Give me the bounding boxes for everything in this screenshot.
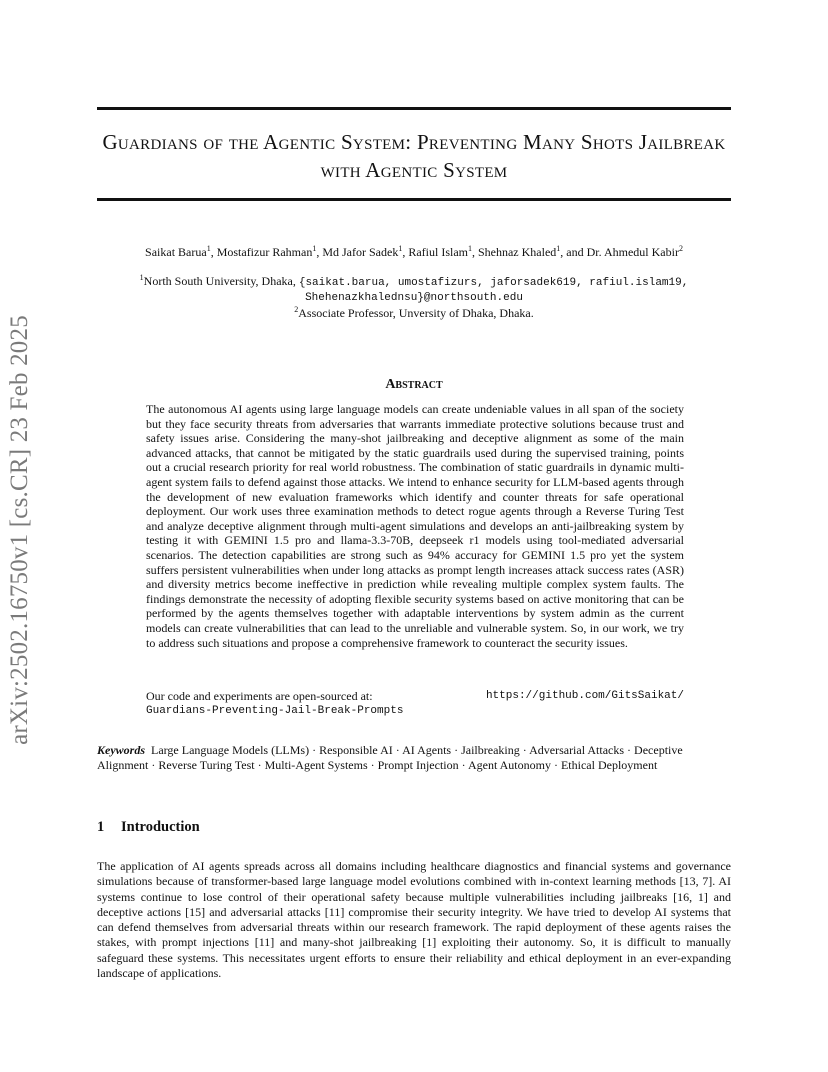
code-url-part1[interactable]: https://github.com/GitsSaikat/ xyxy=(485,690,684,702)
affiliation-2-number: 2 xyxy=(294,305,299,314)
author-affiliation: 1 xyxy=(312,244,317,253)
keyword-separator: · xyxy=(458,758,468,772)
keyword-separator: · xyxy=(367,758,378,772)
keyword-item: Responsible AI xyxy=(319,743,393,757)
keyword-item: Large Language Models (LLMs) xyxy=(151,743,310,757)
author-name: Md Jafor Sadek xyxy=(322,245,399,259)
keyword-item: Ethical Deployment xyxy=(560,758,658,772)
code-url-part2[interactable]: Guardians-Preventing-Jail-Break-Prompts xyxy=(146,705,404,717)
author-affiliation: 1 xyxy=(556,244,561,253)
affiliation-1 xyxy=(97,274,731,291)
section-number: 1 xyxy=(97,819,105,835)
keyword-separator: · xyxy=(148,758,159,772)
author-separator: , and xyxy=(560,245,587,259)
keyword-item: AI Agents xyxy=(402,743,452,757)
keyword-separator: · xyxy=(392,743,403,757)
author-affiliation: 2 xyxy=(678,244,683,253)
keyword-item: Reverse Turing Test xyxy=(158,758,255,772)
paper-title: Guardians of the Agentic System: Preventing Many Shots Jailbreak with Agentic System xyxy=(102,130,726,182)
abstract-body: The autonomous AI agents using large language models can create undeniable values in all span of the society but they face security threats from adversaries that warrants immediate protective solutions because trust and safety issues arise. Considering the many-shot jailbreaking and deceptive alignment as some of the main advanced attacks, that cannot be mitigated by the static guardrails used during the supervised training, points out a crucial research priority for real world robustness. The combination of static guardrails in dynamic multi-agent system fails to defend against those attacks. We intend to enhance security for LLM-based agents through the development of new evaluation frameworks which identify and counter threats for safe operational deployment. Our work uses three examination methods to detect rogue agents through a Reverse Turing Test and analyze deceptive alignment through multi-agent simulations and develops an anti-jailbreaking system by testing it with GEMINI 1.5 pro and llama-3.3-70B, deepseek r1 models using tool-mediated adversarial scenarios. The detection capabilities are strong such as 94% accuracy for GEMINI 1.5 pro yet the system suffers persistent vulnerabilities when under long attacks as prompt length increases attack success rates (ASR) and diversity metrics become ineffective in prediction while revealing multiple complex system faults. The findings demonstrate the necessity of adopting flexible security systems based on active monitoring that can be performed by the agents themselves together with adaptable interventions by system admin as the current models can create vulnerabilities that can lead to the unreliable and vulnerable system. So, in our work, we try to address such situations and propose a comprehensive framework to counteract the security issues. xyxy=(146,402,684,650)
code-availability-text: Our code and experiments are open-sourced at: xyxy=(146,689,373,703)
author-name: Shehnaz Khaled xyxy=(477,245,557,259)
author-separator: , xyxy=(210,245,217,259)
keyword-item: Jailbreaking xyxy=(461,743,520,757)
keyword-item: Multi-Agent Systems xyxy=(264,758,368,772)
keyword-separator: · xyxy=(254,758,265,772)
keywords-list xyxy=(97,743,683,772)
author-affiliation: 1 xyxy=(467,244,472,253)
affiliation-1-text: North South University, Dhaka, xyxy=(143,274,299,288)
keyword-item: Deceptive Alignment xyxy=(97,743,683,772)
keywords-label: Keywords xyxy=(97,743,145,757)
keywords xyxy=(97,743,731,773)
affiliations xyxy=(97,274,731,321)
author-separator: , xyxy=(402,245,409,259)
author-name: Saikat Barua xyxy=(145,245,207,259)
keyword-separator: · xyxy=(309,743,320,757)
arxiv-id-text: arXiv:2502.16750v1 [cs.CR] 23 Feb 2025 xyxy=(6,315,33,745)
affiliation-1-emails-line1: {saikat.barua, umostafizurs, jaforsadek619, rafiul.islam19, xyxy=(298,277,689,289)
author-affiliation: 1 xyxy=(206,244,211,253)
author-name: Rafiul Islam xyxy=(408,245,468,259)
title-rule-top xyxy=(97,107,731,110)
author-name: Mostafizur Rahman xyxy=(216,245,313,259)
author-separator: , xyxy=(471,245,478,259)
section-title: Introduction xyxy=(121,819,200,835)
code-availability xyxy=(146,689,684,719)
affiliation-1-emails-line2: Shehenazkhalednsu}@northsouth.edu xyxy=(305,292,523,304)
keyword-item: Prompt Injection xyxy=(377,758,459,772)
author-separator: , xyxy=(316,245,323,259)
author-list xyxy=(97,244,731,260)
keyword-separator: · xyxy=(519,743,530,757)
keyword-item: Agent Autonomy xyxy=(467,758,551,772)
affiliation-2 xyxy=(97,306,731,321)
author-name: Dr. Ahmedul Kabir xyxy=(586,245,679,259)
affiliation-1-number: 1 xyxy=(139,273,144,282)
abstract-heading: Abstract xyxy=(385,377,443,392)
keyword-item: Adversarial Attacks xyxy=(529,743,625,757)
keyword-separator: · xyxy=(624,743,635,757)
introduction-body: The application of AI agents spreads across all domains including healthcare diagnostics and financial systems and governance simulations because of transformer-based large language model evolutions combined with in-context learning methods [13, 7]. AI systems continue to lose control of their operational safety because multiple vulnerabilities including jailbreaks [16, 1] and deceptive actions [15] and adversarial attacks [11] compromise their security integrity. We have tried to develop AI systems that can defend themselves from adversarial threats within our research framework. The rapid deployment of these agents raises the stakes, with prompt injections [11] and many-shot jailbreaking [1] exploiting their autonomy. So, it is difficult to manually safeguard these systems. This necessitates urgent efforts to ensure their reliability and ethical deployment in an ever-expanding landscape of applications. xyxy=(97,859,731,981)
section-heading-introduction xyxy=(97,819,200,836)
affiliation-2-text: Associate Professor, Unversity of Dhaka, Dhaka. xyxy=(298,306,534,320)
title-rule-bottom xyxy=(97,198,731,201)
keyword-separator: · xyxy=(550,758,561,772)
keyword-separator: · xyxy=(451,743,462,757)
author-affiliation: 1 xyxy=(398,244,403,253)
